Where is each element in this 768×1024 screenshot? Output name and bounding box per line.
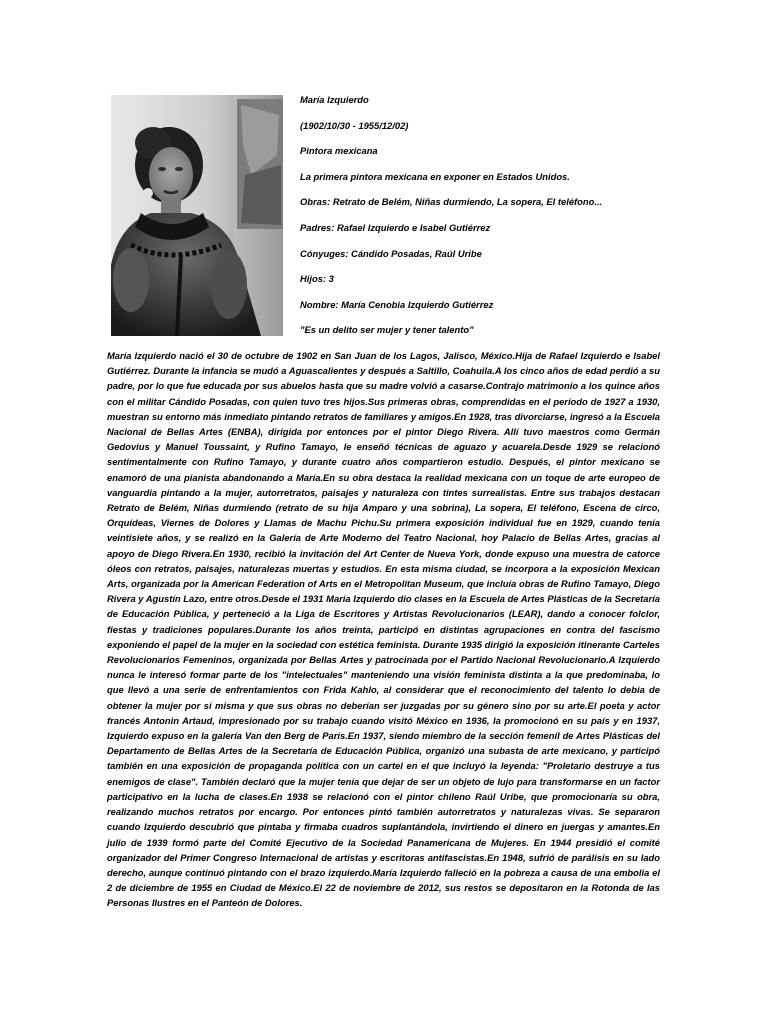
fact-full-name: Nombre: María Cenobia Izquierdo Gutiérrez xyxy=(300,298,494,310)
fact-works: Obras: Retrato de Belém, Niñas durmiendo, La sopera, El teléfono... xyxy=(300,196,603,208)
fact-children: Hijos: 3 xyxy=(300,273,334,285)
fact-spouses: Cónyuges: Cándido Posadas, Raúl Uribe xyxy=(300,247,482,259)
fact-distinction: La primera pintora mexicana en exponer en Estados Unidos. xyxy=(300,170,570,182)
portrait-photo-icon xyxy=(111,95,283,336)
fact-quote: "Es un delito ser mujer y tener talento" xyxy=(300,324,474,336)
fact-occupation: Pintora mexicana xyxy=(300,145,378,157)
fact-name: María Izquierdo xyxy=(300,94,369,105)
fact-dates: (1902/10/30 - 1955/12/02) xyxy=(300,119,409,131)
portrait-photo xyxy=(111,95,283,336)
fact-parents: Padres: Rafael Izquierdo e Isabel Gutiérrez xyxy=(300,221,491,233)
biography-text: María Izquierdo nació el 30 de octubre de 1902 en San Juan de los Lagos, Jalisco, México.Hija de Rafael Izquierdo e Isabel Gutiérrez. Durante la infancia se mudó a Aguascalientes y después a Saltillo, Coahuila.A los cinco años de edad perdió a su padre, por lo que fue educada por sus abuelos hasta que su madre volvió a casarse.Contrajo matrimonio a los quince años con el militar Cándido Posadas, con quien tuvo tres hijos.Sus primeras obras, comprendidas en el período de 1927 a 1930, muestran su entorno más inmediato pintando retratos de familiares y amigos.En 1928, tras divorciarse, ingresó a la Escuela Nacional de Bellas Artes (ENBA), dirigida por entonces por el pintor Diego Rivera. Allí tuvo maestros como Germán Gedovius y Manuel Toussaint, y Rufino Tamayo, le enseñó técnicas de aguazo y acuarela.Desde 1929 se relacionó sentimentalmente con Rufino Tamayo, y durante cuatro años compartieron estudio. Después, el pintor mexicano se enamoró de una pianista abandonando a María.En su obra destaca la realidad mexicana con un toque de arte europeo de vanguardia pintando a la mujer, autorretratos, paisajes y naturaleza con tintes surrealistas. Entre sus trabajos destacan Retrato de Belém, Niñas durmiendo (retrato de su hija Amparo y una sobrina), La sopera, El teléfono, Escena de circo, Orquídeas, Viernes de Dolores y Llamas de Machu Pichu.Su primera exposición individual fue en 1929, cuando tenía veintisiete años, y se realizó en la Galería de Arte Moderno del Teatro Nacional, hoy Palacio de Bellas Artes, gracias al apoyo de Diego Rivera.En 1930, recibió la invitación del Art Center de Nueva York, donde expuso una muestra de catorce óleos con retratos, paisajes, naturalezas muertas y estudios. En esta misma ciudad, se incorpora a la exposición Mexican Arts, organizada por la American Federation of Arts en el Metropolitan Museum, que incluía obras de Rufino Tamayo, Diego Rivera y Agustín Lazo, entre otros.Desde el 1931 María Izquierdo dio clases en la Escuela de Artes Plásticas de la Secretaría de Educación Pública, y perteneció a la Liga de Escritores y Artistas Revolucionarios (LEAR), dando a conocer folclor, fiestas y tradiciones populares.Durante los años treinta, participó en distintas agrupaciones en contra del fascismo exponiendo el papel de la mujer en la sociedad con estética feminista. Durante 1935 dirigió la exposición itinerante Carteles Revolucionarios Femeninos, organizada por Bellas Artes y patrocinada por el Partido Nacional Revolucionario.A Izquierdo nunca le interesó formar parte de los "intelectuales" manteniendo una visión feminista distinta a la que predominaba, lo que llevó a una serie de enfrentamientos con Frida Kahlo, al considerar que el reconocimiento del talento lo debía de obtener la mujer por sí misma y que sus obras no deberían ser juzgadas por su género sino por su arte.El poeta y actor francés Antonin Artaud, impresionado por su trabajo cuando visitó México en 1936, la promocionó en su país y en 1937, Izquierdo expuso en la galería Van den Berg de París.En 1937, siendo miembro de la sección femenil de Artes Plásticas del Departamento de Bellas Artes de la Secretaría de Educación Pública, organizó una subasta de arte mexicano, y participó también en una exposición de propaganda política con un cartel en el que incluyó la leyenda: "Proletario destruye a tus enemigos de clase". También declaró que la mujer tenía que dejar de ser un objeto de lujo para transformarse en un factor participativo en la lucha de clases.En 1938 se relacionó con el pintor chileno Raúl Uribe, que promocionaría su obra, realizando muchos retratos por encargo. Por entonces pintó también autorretratos y naturalezas vivas. Se separaron cuando Izquierdo descubrió que pintaba y firmaba cuadros suplantándola, invirtiendo el dinero en juergas y amantes.En julio de 1939 formó parte del Comité Ejecutivo de la Sociedad Panamericana de Mujeres. En 1944 presidió el comité organizador del Primer Congreso Internacional de artistas y escritoras antifascistas.En 1948, sufrió de parálisis en su lado derecho, aunque continuó pintando con el brazo izquierdo.María Izquierdo falleció en la pobreza a causa de una embolia el 2 de diciembre de 1955 en Ciudad de México.El 22 de noviembre de 2012, sus restos se depositaron en la Rotonda de las Personas Ilustres en el Panteón de Dolores. xyxy=(107,350,660,909)
facts-list xyxy=(300,94,740,350)
